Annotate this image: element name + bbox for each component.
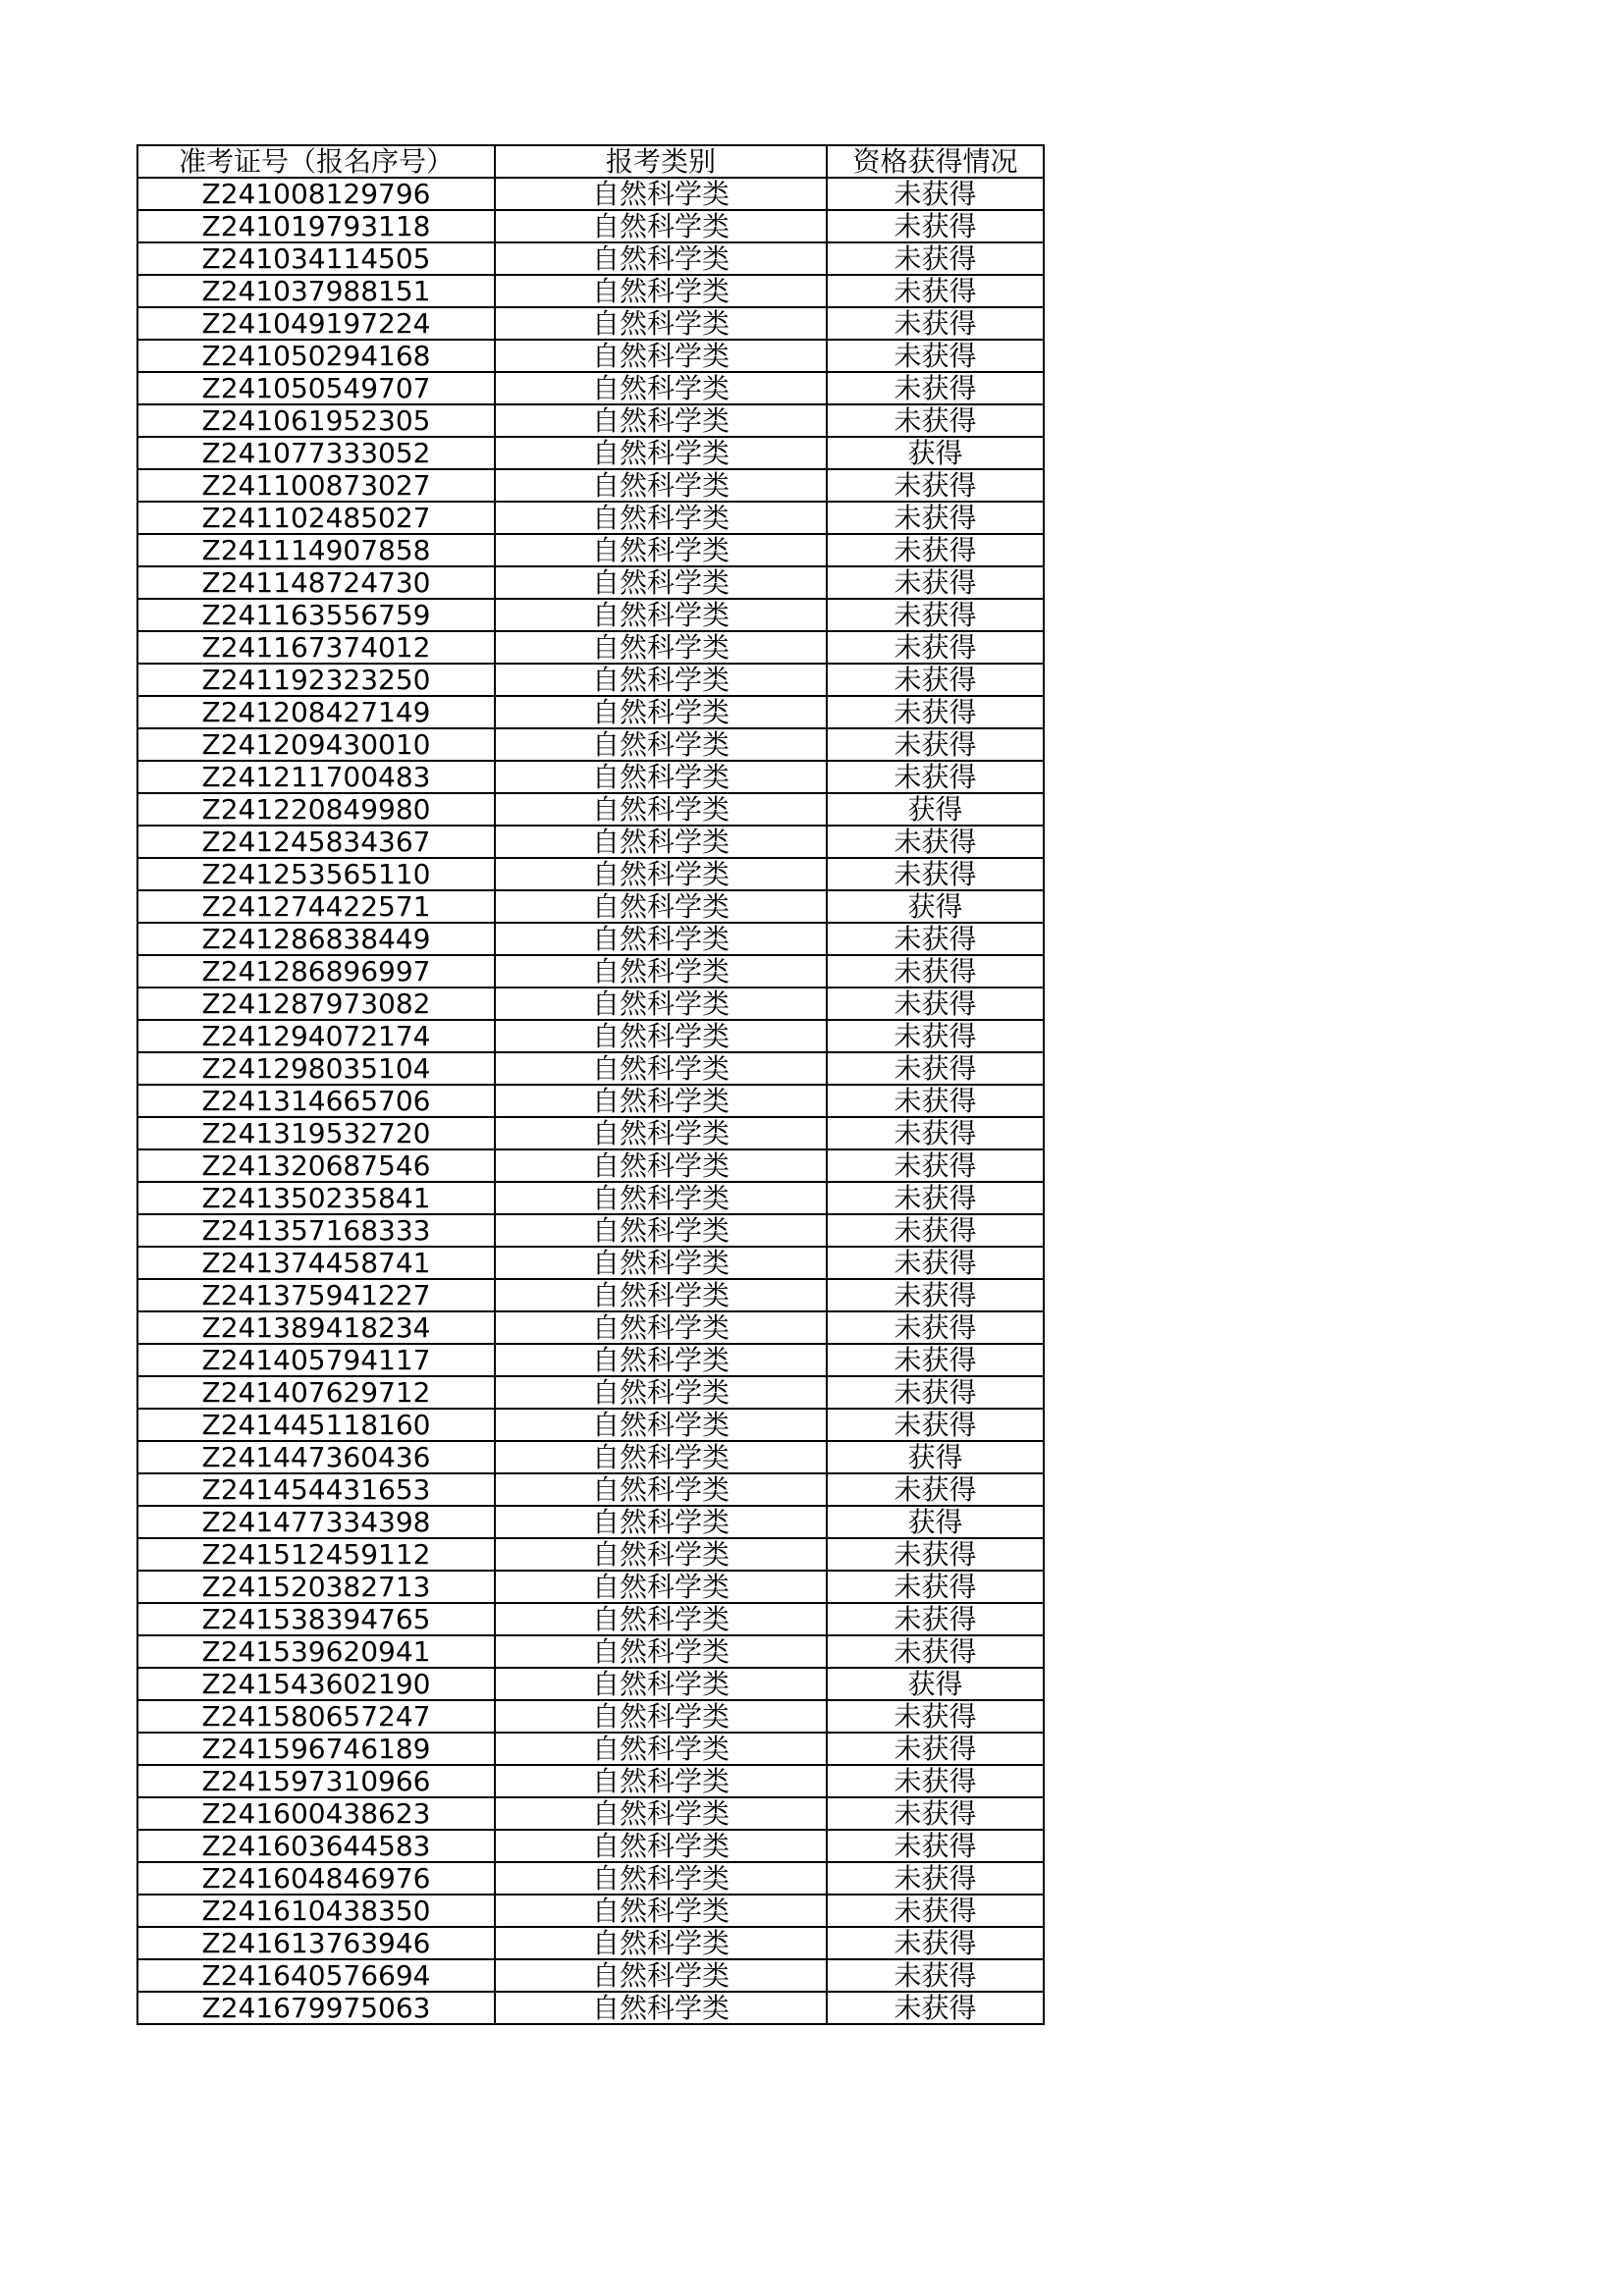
cell-exam-id: Z241019793118: [137, 210, 495, 242]
cell-category: 自然科学类: [495, 1473, 827, 1506]
cell-qualification-status: 未获得: [827, 1797, 1044, 1830]
table-row: [137, 1020, 1044, 1052]
table-row: [137, 1830, 1044, 1862]
cell-category: 自然科学类: [495, 1182, 827, 1214]
cell-category: 自然科学类: [495, 1895, 827, 1927]
cell-category: 自然科学类: [495, 1085, 827, 1117]
table-row: [137, 1635, 1044, 1668]
cell-exam-id: Z241596746189: [137, 1733, 495, 1765]
table-row: [137, 1862, 1044, 1895]
cell-qualification-status: 未获得: [827, 664, 1044, 696]
cell-exam-id: Z241477334398: [137, 1506, 495, 1538]
cell-category: 自然科学类: [495, 242, 827, 275]
cell-category: 自然科学类: [495, 1020, 827, 1052]
cell-qualification-status: 未获得: [827, 1635, 1044, 1668]
cell-exam-id: Z241447360436: [137, 1441, 495, 1473]
cell-category: 自然科学类: [495, 858, 827, 890]
cell-category: 自然科学类: [495, 1668, 827, 1700]
cell-qualification-status: 未获得: [827, 1247, 1044, 1279]
cell-category: 自然科学类: [495, 340, 827, 372]
table-row: [137, 1538, 1044, 1571]
table-row: [137, 1247, 1044, 1279]
table-row: [137, 1214, 1044, 1247]
header-category: 报考类别: [495, 145, 827, 178]
cell-category: 自然科学类: [495, 1214, 827, 1247]
cell-exam-id: Z241454431653: [137, 1473, 495, 1506]
cell-exam-id: Z241211700483: [137, 761, 495, 793]
cell-exam-id: Z241319532720: [137, 1117, 495, 1149]
cell-exam-id: Z241245834367: [137, 826, 495, 858]
qualification-table: [136, 144, 1045, 2025]
cell-qualification-status: 未获得: [827, 1311, 1044, 1344]
cell-qualification-status: 未获得: [827, 404, 1044, 437]
cell-exam-id: Z241520382713: [137, 1571, 495, 1603]
table-row: [137, 1700, 1044, 1733]
table-row: [137, 437, 1044, 469]
cell-category: 自然科学类: [495, 275, 827, 307]
cell-exam-id: Z241102485027: [137, 502, 495, 534]
table-row: [137, 988, 1044, 1020]
cell-qualification-status: 未获得: [827, 696, 1044, 728]
cell-exam-id: Z241050294168: [137, 340, 495, 372]
cell-qualification-status: 未获得: [827, 372, 1044, 404]
cell-category: 自然科学类: [495, 1247, 827, 1279]
cell-exam-id: Z241209430010: [137, 728, 495, 761]
cell-exam-id: Z241114907858: [137, 534, 495, 566]
cell-qualification-status: 未获得: [827, 1020, 1044, 1052]
cell-category: 自然科学类: [495, 1117, 827, 1149]
cell-category: 自然科学类: [495, 1052, 827, 1085]
cell-category: 自然科学类: [495, 890, 827, 923]
cell-qualification-status: 未获得: [827, 599, 1044, 631]
cell-qualification-status: 未获得: [827, 1765, 1044, 1797]
cell-qualification-status: 未获得: [827, 1279, 1044, 1311]
cell-qualification-status: 未获得: [827, 1992, 1044, 2024]
cell-exam-id: Z241600438623: [137, 1797, 495, 1830]
cell-qualification-status: 未获得: [827, 1700, 1044, 1733]
cell-qualification-status: 未获得: [827, 923, 1044, 955]
cell-category: 自然科学类: [495, 307, 827, 340]
cell-category: 自然科学类: [495, 728, 827, 761]
cell-exam-id: Z241320687546: [137, 1149, 495, 1182]
table-row: [137, 1052, 1044, 1085]
cell-category: 自然科学类: [495, 1409, 827, 1441]
table-row: [137, 761, 1044, 793]
table-row: [137, 404, 1044, 437]
cell-exam-id: Z241192323250: [137, 664, 495, 696]
cell-qualification-status: 未获得: [827, 1733, 1044, 1765]
cell-qualification-status: 未获得: [827, 1214, 1044, 1247]
cell-exam-id: Z241640576694: [137, 1959, 495, 1992]
cell-qualification-status: 未获得: [827, 631, 1044, 664]
table-row: [137, 1149, 1044, 1182]
cell-qualification-status: 未获得: [827, 1052, 1044, 1085]
cell-qualification-status: 获得: [827, 1506, 1044, 1538]
cell-category: 自然科学类: [495, 437, 827, 469]
cell-qualification-status: 未获得: [827, 275, 1044, 307]
cell-category: 自然科学类: [495, 1279, 827, 1311]
cell-qualification-status: 未获得: [827, 1344, 1044, 1376]
cell-category: 自然科学类: [495, 1862, 827, 1895]
cell-exam-id: Z241163556759: [137, 599, 495, 631]
cell-exam-id: Z241298035104: [137, 1052, 495, 1085]
cell-qualification-status: 未获得: [827, 761, 1044, 793]
table-row: [137, 1959, 1044, 1992]
table-row: [137, 1409, 1044, 1441]
table-row: [137, 1668, 1044, 1700]
cell-category: 自然科学类: [495, 534, 827, 566]
cell-category: 自然科学类: [495, 1830, 827, 1862]
cell-exam-id: Z241543602190: [137, 1668, 495, 1700]
cell-exam-id: Z241286896997: [137, 955, 495, 988]
cell-qualification-status: 未获得: [827, 242, 1044, 275]
cell-exam-id: Z241008129796: [137, 178, 495, 210]
cell-category: 自然科学类: [495, 1538, 827, 1571]
cell-qualification-status: 未获得: [827, 1182, 1044, 1214]
cell-exam-id: Z241034114505: [137, 242, 495, 275]
cell-category: 自然科学类: [495, 1376, 827, 1409]
cell-category: 自然科学类: [495, 1733, 827, 1765]
table-row: [137, 1117, 1044, 1149]
cell-exam-id: Z241077333052: [137, 437, 495, 469]
cell-qualification-status: 未获得: [827, 1473, 1044, 1506]
cell-qualification-status: 未获得: [827, 1603, 1044, 1635]
table-row: [137, 858, 1044, 890]
cell-exam-id: Z241148724730: [137, 566, 495, 599]
cell-exam-id: Z241445118160: [137, 1409, 495, 1441]
table-row: [137, 372, 1044, 404]
table-row: [137, 178, 1044, 210]
table-row: [137, 793, 1044, 826]
cell-qualification-status: 未获得: [827, 1117, 1044, 1149]
cell-exam-id: Z241604846976: [137, 1862, 495, 1895]
cell-category: 自然科学类: [495, 1603, 827, 1635]
cell-category: 自然科学类: [495, 696, 827, 728]
table-row: [137, 210, 1044, 242]
cell-exam-id: Z241679975063: [137, 1992, 495, 2024]
cell-category: 自然科学类: [495, 178, 827, 210]
table-row: [137, 1927, 1044, 1959]
table-row: [137, 1797, 1044, 1830]
cell-qualification-status: 未获得: [827, 1895, 1044, 1927]
table-row: [137, 1473, 1044, 1506]
cell-qualification-status: 获得: [827, 890, 1044, 923]
table-row: [137, 1571, 1044, 1603]
cell-qualification-status: 未获得: [827, 210, 1044, 242]
cell-qualification-status: 未获得: [827, 1085, 1044, 1117]
cell-exam-id: Z241597310966: [137, 1765, 495, 1797]
cell-qualification-status: 未获得: [827, 1830, 1044, 1862]
cell-qualification-status: 未获得: [827, 534, 1044, 566]
cell-qualification-status: 未获得: [827, 1409, 1044, 1441]
cell-category: 自然科学类: [495, 1927, 827, 1959]
cell-category: 自然科学类: [495, 1700, 827, 1733]
cell-qualification-status: 获得: [827, 793, 1044, 826]
table-row: [137, 566, 1044, 599]
table-row: [137, 826, 1044, 858]
cell-category: 自然科学类: [495, 469, 827, 502]
cell-category: 自然科学类: [495, 664, 827, 696]
cell-category: 自然科学类: [495, 1959, 827, 1992]
cell-category: 自然科学类: [495, 1797, 827, 1830]
cell-exam-id: Z241603644583: [137, 1830, 495, 1862]
cell-exam-id: Z241314665706: [137, 1085, 495, 1117]
cell-qualification-status: 未获得: [827, 1538, 1044, 1571]
cell-exam-id: Z241061952305: [137, 404, 495, 437]
cell-qualification-status: 未获得: [827, 1571, 1044, 1603]
cell-qualification-status: 未获得: [827, 307, 1044, 340]
cell-qualification-status: 获得: [827, 437, 1044, 469]
cell-exam-id: Z241580657247: [137, 1700, 495, 1733]
table-row: [137, 631, 1044, 664]
cell-qualification-status: 未获得: [827, 858, 1044, 890]
table-row: [137, 1085, 1044, 1117]
cell-category: 自然科学类: [495, 988, 827, 1020]
cell-exam-id: Z241208427149: [137, 696, 495, 728]
cell-exam-id: Z241220849980: [137, 793, 495, 826]
cell-qualification-status: 未获得: [827, 826, 1044, 858]
cell-exam-id: Z241375941227: [137, 1279, 495, 1311]
cell-category: 自然科学类: [495, 955, 827, 988]
cell-exam-id: Z241100873027: [137, 469, 495, 502]
cell-category: 自然科学类: [495, 1571, 827, 1603]
table-row: [137, 1895, 1044, 1927]
cell-category: 自然科学类: [495, 793, 827, 826]
cell-category: 自然科学类: [495, 761, 827, 793]
table-row: [137, 728, 1044, 761]
cell-qualification-status: 未获得: [827, 340, 1044, 372]
cell-category: 自然科学类: [495, 1344, 827, 1376]
cell-category: 自然科学类: [495, 826, 827, 858]
table-row: [137, 890, 1044, 923]
cell-qualification-status: 未获得: [827, 502, 1044, 534]
cell-exam-id: Z241539620941: [137, 1635, 495, 1668]
cell-category: 自然科学类: [495, 1765, 827, 1797]
table-row: [137, 1441, 1044, 1473]
header-exam-id: 准考证号（报名序号）: [137, 145, 495, 178]
table-row: [137, 955, 1044, 988]
cell-exam-id: Z241294072174: [137, 1020, 495, 1052]
cell-exam-id: Z241049197224: [137, 307, 495, 340]
cell-exam-id: Z241167374012: [137, 631, 495, 664]
cell-category: 自然科学类: [495, 210, 827, 242]
table-row: [137, 1506, 1044, 1538]
cell-qualification-status: 未获得: [827, 988, 1044, 1020]
cell-exam-id: Z241253565110: [137, 858, 495, 890]
cell-qualification-status: 获得: [827, 1441, 1044, 1473]
cell-qualification-status: 未获得: [827, 955, 1044, 988]
cell-category: 自然科学类: [495, 1635, 827, 1668]
table-row: [137, 599, 1044, 631]
cell-exam-id: Z241274422571: [137, 890, 495, 923]
cell-category: 自然科学类: [495, 404, 827, 437]
table-row: [137, 1603, 1044, 1635]
table-row: [137, 1279, 1044, 1311]
table-row: [137, 534, 1044, 566]
cell-category: 自然科学类: [495, 1149, 827, 1182]
cell-qualification-status: 未获得: [827, 1149, 1044, 1182]
header-qualification-status: 资格获得情况: [827, 145, 1044, 178]
cell-exam-id: Z241350235841: [137, 1182, 495, 1214]
table-row: [137, 923, 1044, 955]
table-row: [137, 469, 1044, 502]
cell-exam-id: Z241374458741: [137, 1247, 495, 1279]
table-row: [137, 664, 1044, 696]
cell-category: 自然科学类: [495, 1441, 827, 1473]
cell-category: 自然科学类: [495, 599, 827, 631]
table-row: [137, 1733, 1044, 1765]
cell-exam-id: Z241538394765: [137, 1603, 495, 1635]
cell-exam-id: Z241037988151: [137, 275, 495, 307]
cell-category: 自然科学类: [495, 1311, 827, 1344]
cell-qualification-status: 未获得: [827, 469, 1044, 502]
table-header-row: [137, 145, 1044, 178]
cell-exam-id: Z241050549707: [137, 372, 495, 404]
table-row: [137, 275, 1044, 307]
cell-qualification-status: 未获得: [827, 1927, 1044, 1959]
table-row: [137, 1765, 1044, 1797]
cell-category: 自然科学类: [495, 372, 827, 404]
cell-qualification-status: 未获得: [827, 178, 1044, 210]
cell-exam-id: Z241613763946: [137, 1927, 495, 1959]
cell-qualification-status: 未获得: [827, 1376, 1044, 1409]
table-row: [137, 242, 1044, 275]
table-row: [137, 340, 1044, 372]
cell-qualification-status: 未获得: [827, 1862, 1044, 1895]
cell-qualification-status: 未获得: [827, 728, 1044, 761]
cell-exam-id: Z241512459112: [137, 1538, 495, 1571]
table-row: [137, 1182, 1044, 1214]
cell-qualification-status: 未获得: [827, 566, 1044, 599]
cell-category: 自然科学类: [495, 1506, 827, 1538]
cell-category: 自然科学类: [495, 566, 827, 599]
cell-exam-id: Z241287973082: [137, 988, 495, 1020]
table-row: [137, 1992, 1044, 2024]
cell-exam-id: Z241407629712: [137, 1376, 495, 1409]
table-row: [137, 1376, 1044, 1409]
cell-category: 自然科学类: [495, 923, 827, 955]
cell-qualification-status: 未获得: [827, 1959, 1044, 1992]
table-row: [137, 696, 1044, 728]
cell-category: 自然科学类: [495, 502, 827, 534]
cell-exam-id: Z241389418234: [137, 1311, 495, 1344]
table-body: [137, 178, 1044, 2024]
cell-exam-id: Z241286838449: [137, 923, 495, 955]
cell-exam-id: Z241405794117: [137, 1344, 495, 1376]
cell-qualification-status: 获得: [827, 1668, 1044, 1700]
table-row: [137, 307, 1044, 340]
cell-category: 自然科学类: [495, 1992, 827, 2024]
table-row: [137, 1344, 1044, 1376]
cell-category: 自然科学类: [495, 631, 827, 664]
table-row: [137, 1311, 1044, 1344]
cell-exam-id: Z241357168333: [137, 1214, 495, 1247]
table-row: [137, 502, 1044, 534]
cell-exam-id: Z241610438350: [137, 1895, 495, 1927]
